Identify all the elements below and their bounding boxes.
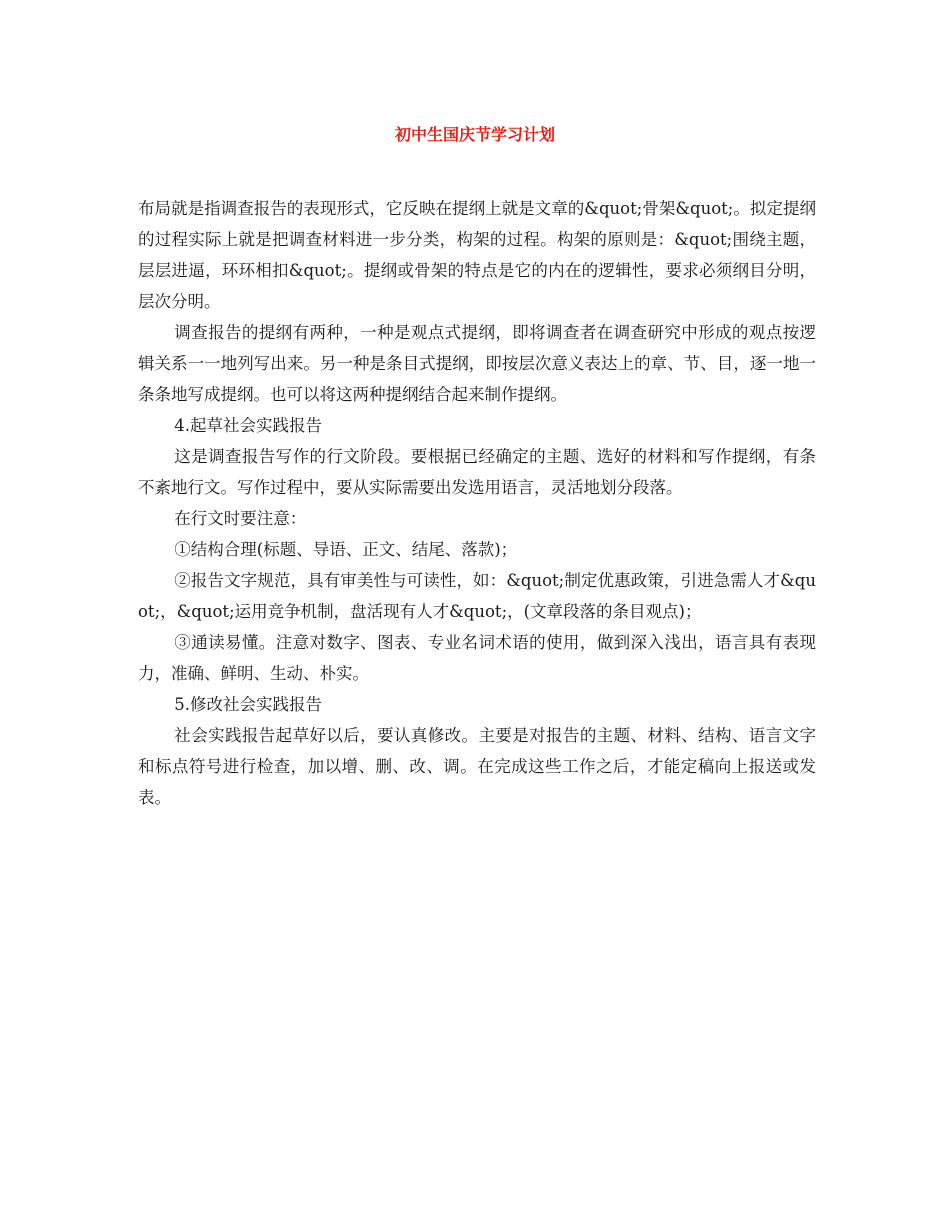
paragraph-3: 这是调查报告写作的行文阶段。要根据已经确定的主题、选好的材料和写作提纲，有条不紊地行文。写作过程中，要从实际需要出发选用语言，灵活地划分段落。 xyxy=(138,447,816,497)
list-item-2: ②报告文字规范，具有审美性与可读性，如：&quot;制定优惠政策，引进急需人才&quot;，&quot;运用竞争机制，盘活现有人才&quot;，(文章段落的条目观点)； xyxy=(138,571,816,621)
section-heading-4: 4.起草社会实践报告 xyxy=(174,416,323,435)
list-item-1: ①结构合理(标题、导语、正文、结尾、落款)； xyxy=(174,540,518,559)
paragraph-5: 社会实践报告起草好以后，要认真修改。主要是对报告的主题、材料、结构、语言文字和标点符号进行检查，加以增、删、改、调。在完成这些工作之后，才能定稿向上报送或发表。 xyxy=(138,726,816,807)
paragraph-4: 在行文时要注意： xyxy=(174,509,307,528)
paragraph-1: 布局就是指调查报告的表现形式，它反映在提纲上就是文章的&quot;骨架&quot;。拟定提纲的过程实际上就是把调查材料进一步分类，构架的过程。构架的原则是：&quot;围绕主题，层层进逼，环环相扣&quot;。提纲或骨架的特点是它的内在的逻辑性，要求必须纲目分明，层次分明。 xyxy=(138,199,816,311)
section-heading-5: 5.修改社会实践报告 xyxy=(174,695,323,714)
document-title: 初中生国庆节学习计划 xyxy=(394,125,555,144)
list-item-3: ③通读易懂。注意对数字、图表、专业名词术语的使用，做到深入浅出，语言具有表现力，准确、鲜明、生动、朴实。 xyxy=(138,633,816,683)
paragraph-2: 调查报告的提纲有两种，一种是观点式提纲，即将调查者在调查研究中形成的观点按逻辑关系一一地列写出来。另一种是条目式提纲，即按层次意义表达上的章、节、目，逐一地一条条地写成提纲。也可以将这两种提纲结合起来制作提纲。 xyxy=(138,323,816,404)
document-body xyxy=(138,193,816,813)
